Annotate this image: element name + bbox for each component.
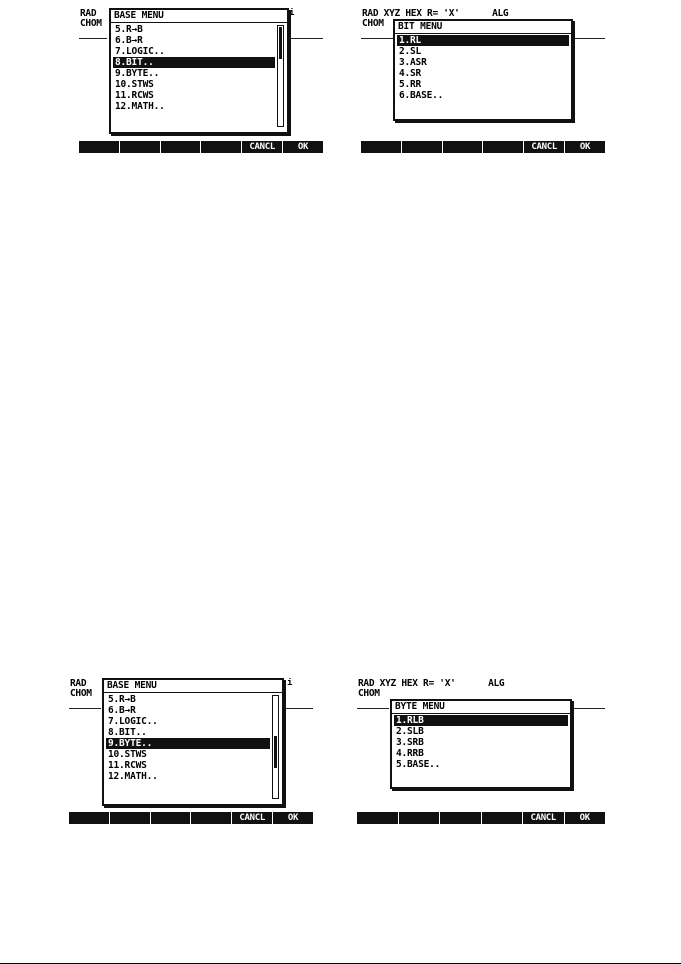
softkey-2[interactable] [401, 141, 442, 153]
menu-item[interactable]: 8.BIT.. [108, 727, 147, 738]
ok-softkey[interactable]: OK [282, 141, 323, 153]
softkey-3[interactable] [150, 812, 191, 824]
calc-screen-bit-menu [361, 8, 605, 153]
choose-box-base-menu [102, 678, 284, 806]
menu-item[interactable]: 2.SLB [396, 726, 424, 737]
softkey-bar [361, 141, 605, 153]
status-angle-mode: RAD [70, 678, 87, 689]
softkey-2[interactable] [119, 141, 160, 153]
menu-item[interactable]: 11.RCWS [108, 760, 147, 771]
status-line: RAD XYZ HEX R= 'X' ALG [362, 8, 509, 19]
calc-screen-base-menu-byte [69, 678, 313, 824]
menu-item-selected[interactable]: 8.BIT.. [113, 57, 275, 68]
menu-item[interactable]: 3.SRB [396, 737, 424, 748]
softkey-bar [79, 141, 323, 153]
choose-box-base-menu [109, 8, 289, 134]
softkey-4[interactable] [190, 812, 231, 824]
menu-item[interactable]: 6.BASE.. [399, 90, 444, 101]
softkey-bar [357, 812, 605, 824]
menu-item[interactable]: 4.SR [399, 68, 422, 79]
menu-item-selected[interactable]: 1.RLB [394, 715, 568, 726]
menu-item-selected[interactable]: 1.RL [397, 35, 569, 46]
cancel-softkey[interactable]: CANCL [522, 812, 564, 824]
softkey-1[interactable] [361, 141, 401, 153]
menu-title: BIT MENU [395, 21, 571, 34]
cancel-softkey[interactable]: CANCL [241, 141, 282, 153]
status-directory: CHOM [70, 688, 92, 699]
status-line: RAD XYZ HEX R= 'X' ALG [358, 678, 505, 689]
menu-title: BASE MENU [111, 10, 287, 23]
menu-item[interactable]: 5.RR [399, 79, 422, 90]
status-directory: CHOM [362, 18, 384, 29]
menu-list [113, 24, 275, 112]
menu-scrollbar[interactable] [272, 695, 279, 799]
status-directory: CHOM [80, 18, 102, 29]
calc-screen-byte-menu [357, 678, 605, 824]
menu-item-selected[interactable]: 9.BYTE.. [106, 738, 270, 749]
menu-item[interactable]: 5.R→B [108, 694, 136, 705]
menu-item[interactable]: 6.B→R [108, 705, 136, 716]
softkey-4[interactable] [481, 812, 523, 824]
status-directory: CHOM [358, 688, 380, 699]
divider-line [571, 38, 605, 39]
menu-item[interactable]: 10.STWS [108, 749, 147, 760]
menu-item[interactable]: 11.RCWS [115, 90, 154, 101]
menu-item[interactable]: 7.LOGIC.. [115, 46, 165, 57]
cancel-softkey[interactable]: CANCL [231, 812, 272, 824]
status-tick: i [289, 8, 295, 18]
menu-list [397, 35, 569, 101]
softkey-2[interactable] [398, 812, 440, 824]
menu-item[interactable]: 3.ASR [399, 57, 427, 68]
softkey-1[interactable] [69, 812, 109, 824]
scrollbar-thumb[interactable] [279, 27, 282, 59]
divider-line [285, 708, 313, 709]
menu-item[interactable]: 12.MATH.. [108, 771, 158, 782]
calc-screen-base-menu-bit [79, 8, 323, 153]
menu-list [106, 694, 270, 782]
ok-softkey[interactable]: OK [564, 812, 606, 824]
softkey-4[interactable] [482, 141, 523, 153]
menu-item[interactable]: 5.BASE.. [396, 759, 441, 770]
menu-item[interactable]: 4.RRB [396, 748, 424, 759]
menu-title: BYTE MENU [392, 701, 570, 714]
menu-item[interactable]: 6.B→R [115, 35, 143, 46]
menu-item[interactable]: 10.STWS [115, 79, 154, 90]
menu-title: BASE MENU [104, 680, 282, 693]
menu-item[interactable]: 7.LOGIC.. [108, 716, 158, 727]
divider-line [69, 708, 101, 709]
choose-box-byte-menu [390, 699, 572, 789]
softkey-4[interactable] [200, 141, 241, 153]
menu-item[interactable]: 12.MATH.. [115, 101, 165, 112]
divider-line [573, 708, 605, 709]
softkey-3[interactable] [439, 812, 481, 824]
menu-item[interactable]: 2.SL [399, 46, 422, 57]
divider-line [361, 38, 393, 39]
softkey-1[interactable] [357, 812, 398, 824]
ok-softkey[interactable]: OK [564, 141, 605, 153]
status-tick: i [287, 678, 293, 688]
menu-item[interactable]: 5.R→B [115, 24, 143, 35]
divider-line [357, 708, 389, 709]
cancel-softkey[interactable]: CANCL [523, 141, 564, 153]
divider-line [289, 38, 323, 39]
scrollbar-thumb[interactable] [274, 736, 277, 768]
choose-box-bit-menu [393, 19, 573, 121]
softkey-3[interactable] [442, 141, 483, 153]
softkey-3[interactable] [160, 141, 201, 153]
ok-softkey[interactable]: OK [272, 812, 313, 824]
menu-list [394, 715, 568, 770]
menu-scrollbar[interactable] [277, 25, 284, 127]
status-angle-mode: RAD [80, 8, 97, 19]
divider-line [79, 38, 107, 39]
softkey-2[interactable] [109, 812, 150, 824]
softkey-1[interactable] [79, 141, 119, 153]
menu-item[interactable]: 9.BYTE.. [115, 68, 160, 79]
softkey-bar [69, 812, 313, 824]
